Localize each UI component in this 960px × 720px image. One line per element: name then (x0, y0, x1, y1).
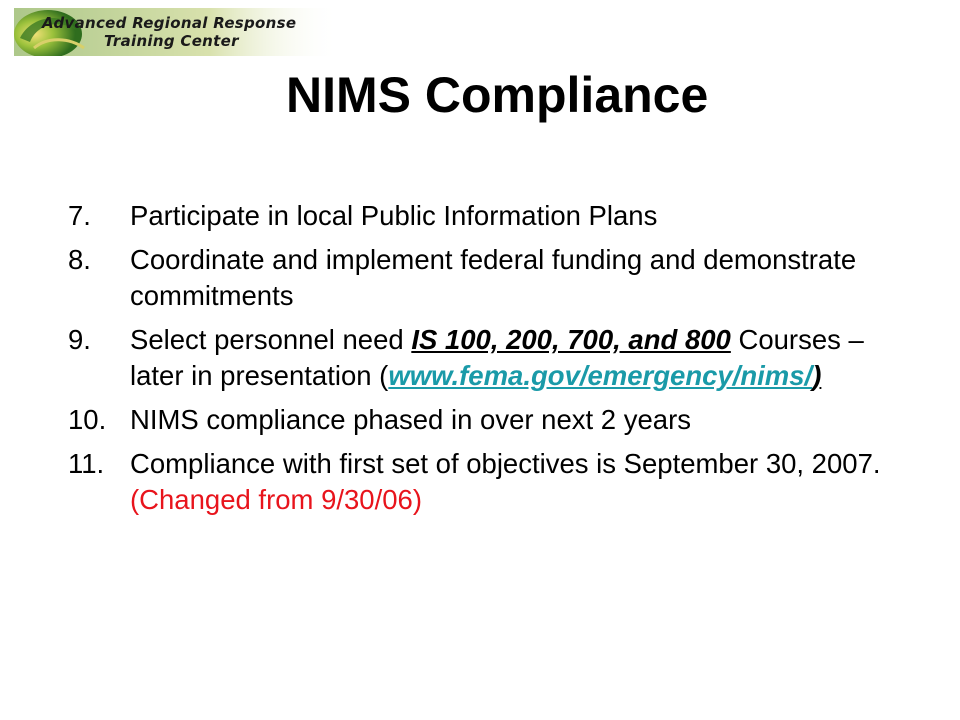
item-text-main: Compliance with first set of objectives is September 30, 2007. (130, 448, 881, 479)
item-text-post: ) (812, 360, 822, 391)
courses-text: IS 100, 200, 700, and 800 (411, 324, 731, 355)
compliance-list (68, 198, 888, 526)
item-text (130, 446, 888, 518)
item-text (130, 322, 888, 394)
item-number: 7. (68, 200, 91, 231)
item-number: 11. (68, 448, 105, 479)
list-item (68, 446, 888, 518)
item-text: Coordinate and implement federal funding and demonstrate commitments (130, 244, 857, 311)
item-text: Participate in local Public Information Plans (130, 200, 658, 231)
logo (14, 8, 340, 56)
item-text-mid: Courses – later in presentation ( (130, 324, 864, 391)
item-text-pre: Select personnel need (130, 324, 412, 355)
list-item (68, 322, 888, 394)
logo-line-2: Training Center (104, 32, 239, 50)
list-item (68, 402, 888, 438)
logo-text (42, 14, 296, 50)
fema-nims-link[interactable]: www.fema.gov/emergency/nims/ (388, 360, 813, 391)
item-text: NIMS compliance phased in over next 2 years (130, 404, 691, 435)
list-item (68, 198, 888, 234)
changed-note: (Changed from 9/30/06) (130, 484, 422, 515)
item-number: 8. (68, 244, 91, 275)
slide-title: NIMS Compliance (286, 67, 709, 123)
logo-line-1: Advanced Regional Response (42, 14, 297, 32)
item-number: 10. (68, 404, 107, 435)
item-number: 9. (68, 324, 91, 355)
list-item (68, 242, 888, 314)
